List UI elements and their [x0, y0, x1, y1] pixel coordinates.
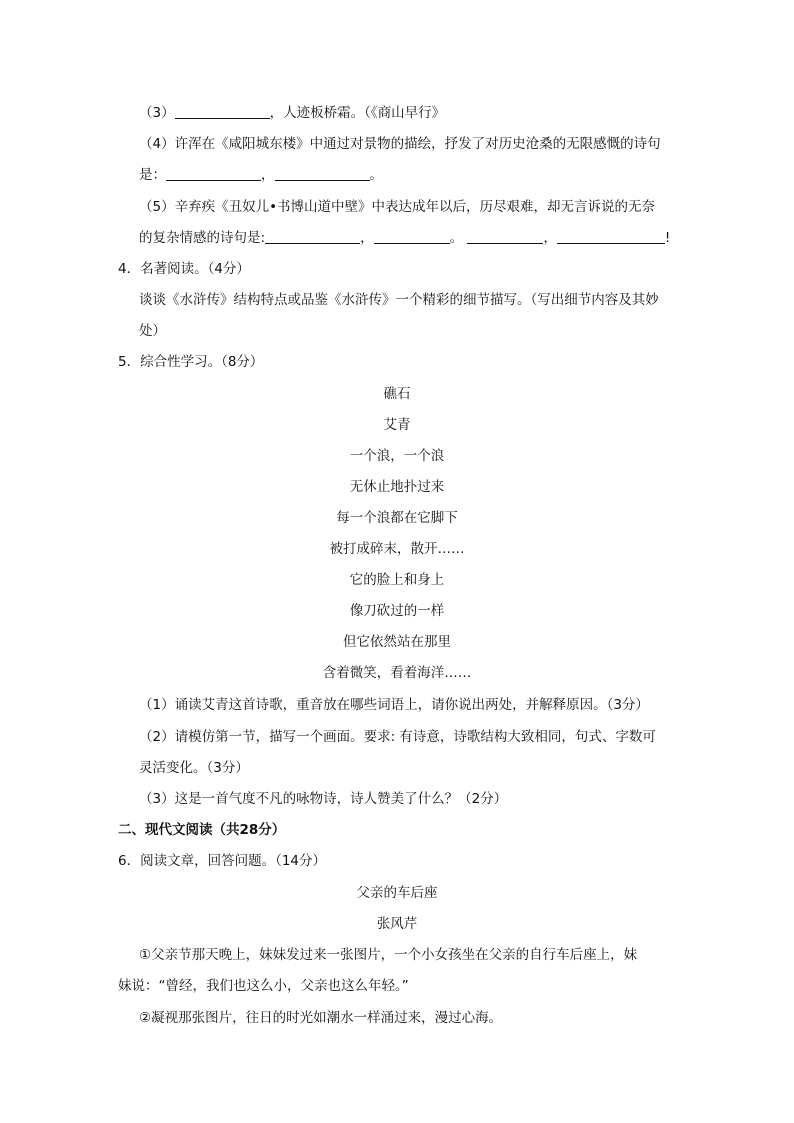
q5-sub-2-line1: （2）请模仿第一节，描写一个画面。要求: 有诗意，诗歌结构大致相同，句式、字数可 — [139, 729, 656, 745]
answer-blank[interactable] — [265, 229, 360, 244]
section-heading: 二、现代文阅读（共28分） — [118, 822, 286, 838]
q4-title: 4．名著阅读。（4分） — [118, 261, 250, 277]
q3-item-3-text: ，人迹板桥霜。（《商山早行》 — [269, 105, 446, 121]
q3-item-4-label: 是： — [139, 167, 166, 183]
poem-line: 但它依然站在那里 — [343, 634, 451, 650]
punct-comma: ， — [261, 167, 275, 183]
q3-item-5-line1: （5）辛弃疾《丑奴儿•书博山道中壁》中表达成年以后，历尽艰难，却无言诉说的无奈 — [139, 199, 656, 215]
article-paragraph-2-line1: ②凝视那张图片，往日的时光如潮水一样涌过来，漫过心海。 — [139, 1010, 503, 1026]
q5-sub-3: （3）这是一首气度不凡的咏物诗，诗人赞美了什么？（2分） — [139, 791, 508, 807]
answer-blank[interactable] — [175, 104, 270, 119]
poem-line: 无休止地扑过来 — [349, 479, 445, 495]
q3-item-4-line2 — [139, 165, 383, 185]
poem-line: 被打成碎末，散开…… — [329, 541, 465, 557]
article-paragraph-1-line1: ①父亲节那天晚上，妹妹发过来一张图片，一个小女孩坐在父亲的自行车后座上，妹 — [139, 947, 638, 963]
poem-line: 含着微笑，看着海洋…… — [322, 665, 472, 681]
q3-item-3-label: （3） — [139, 105, 175, 121]
poem-title: 礁石 — [383, 386, 411, 402]
punct-comma: ， — [543, 230, 557, 246]
punct-comma: ， — [360, 230, 374, 246]
q3-item-3 — [139, 103, 445, 123]
q3-item-5-line2 — [139, 228, 670, 248]
answer-blank[interactable] — [467, 229, 543, 244]
q5-title: 5．综合性学习。（8分） — [118, 354, 264, 370]
punct-period: 。 — [369, 167, 383, 183]
q4-line1: 谈谈《水浒传》结构特点或品鉴《水浒传》一个精彩的细节描写。（写出细节内容及其妙 — [139, 292, 659, 308]
q6-title: 6．阅读文章，回答问题。（14分） — [118, 853, 327, 869]
answer-blank[interactable] — [374, 229, 450, 244]
q3-item-4-line1: （4）许浑在《咸阳城东楼》中通过对景物的描绘，抒发了对历史沧桑的无限感慨的诗句 — [139, 136, 661, 152]
q3-item-5-label: 的复杂情感的诗句是: — [139, 230, 266, 246]
poem-author: 艾青 — [383, 417, 411, 433]
article-author: 张风芹 — [376, 916, 418, 932]
answer-blank[interactable] — [166, 166, 261, 181]
poem-line: 像刀砍过的一样 — [349, 603, 445, 619]
poem-line: 每一个浪都在它脚下 — [336, 510, 458, 526]
q5-sub-1: （1）诵读艾青这首诗歌，重音放在哪些词语上，请你说出两处，并解释原因。（3分） — [139, 697, 649, 713]
answer-blank[interactable] — [275, 166, 370, 181]
answer-blank[interactable] — [557, 229, 665, 244]
poem-line: 它的脸上和身上 — [349, 572, 445, 588]
article-paragraph-1-line2: 妹说：“曾经，我们也这么小，父亲也这么年轻。” — [118, 978, 409, 994]
punct-period: 。 — [449, 230, 464, 246]
poem-line: 一个浪，一个浪 — [349, 448, 445, 464]
punct-exclaim: ! — [664, 230, 671, 246]
article-title: 父亲的车后座 — [356, 885, 438, 901]
q4-line2: 处） — [139, 323, 166, 339]
q5-sub-2-line2: 灵活变化。（3分） — [139, 760, 249, 776]
